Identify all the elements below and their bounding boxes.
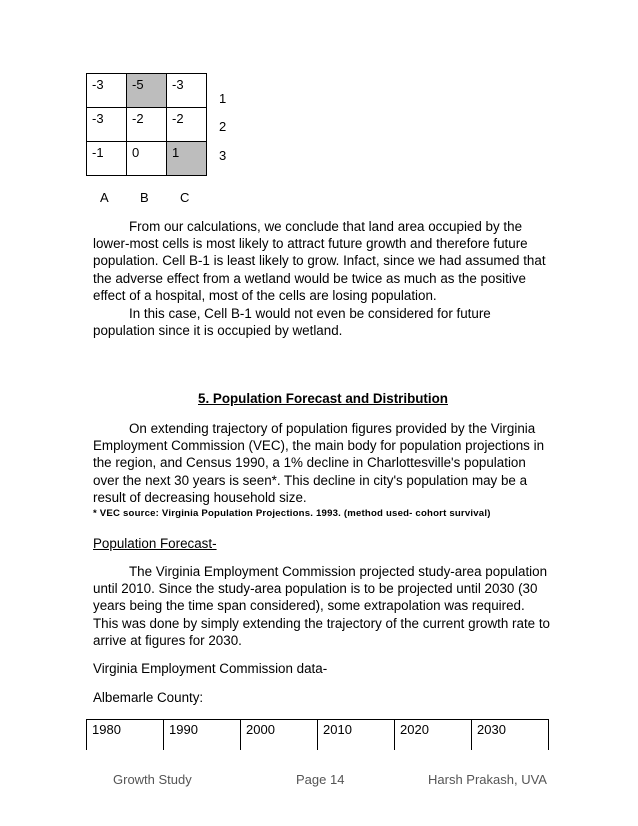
grid-cell-b2: -2	[127, 108, 167, 142]
grid-cell-a2: -3	[87, 108, 127, 142]
footer-author: Harsh Prakash, UVA	[428, 772, 547, 787]
year-cell: 1990	[164, 720, 241, 750]
paragraph-calculations: From our calculations, we conclude that land area occupied by the lower-most cells is most likely to attract future growth and therefore future population. Cell B-1 is least likely to grow. Infact, since we had assumed that the adverse effect from a wetland would be twice as much as the positive effect of a hospital, most of the cells are losing population.	[93, 219, 546, 303]
grid-cell-b3: 0	[127, 142, 167, 176]
grid-cell-c3: 1	[167, 142, 207, 176]
grid-cell-c2: -2	[167, 108, 207, 142]
year-cell: 2000	[241, 720, 318, 750]
years-table	[86, 719, 549, 750]
grid-col-label-c: C	[180, 190, 190, 205]
year-cell: 1980	[87, 720, 164, 750]
grid-row-1	[87, 74, 207, 108]
grid-row-2	[87, 108, 207, 142]
county-label: Albemarle County:	[93, 690, 204, 705]
grid-col-label-b: B	[140, 190, 149, 205]
section-heading: 5. Population Forecast and Distribution	[198, 391, 448, 406]
grid-row-label-2: 2	[219, 119, 227, 134]
cell-value-grid	[86, 73, 207, 176]
paragraph-forecast: The Virginia Employment Commission projected study-area population until 2010. Since the study-area population is to be projected until 2030 (30 years being the time span considered), some extrapolation was required. This was done by simply extending the trajectory of the current growth rate to arrive at figures for 2030.	[93, 564, 550, 648]
grid-cell-b1: -5	[127, 74, 167, 108]
footnote-vec-source: * VEC source: Virginia Population Projections. 1993. (method used- cohort survival)	[93, 508, 491, 519]
grid-cell-c1: -3	[167, 74, 207, 108]
grid-col-label-a: A	[100, 190, 109, 205]
grid-cell-a1: -3	[87, 74, 127, 108]
vec-data-label: Virginia Employment Commission data-	[93, 661, 328, 676]
grid-row-label-3: 3	[219, 148, 227, 163]
year-cell: 2010	[318, 720, 395, 750]
grid-row-3	[87, 142, 207, 176]
grid-row-label-1: 1	[219, 91, 227, 106]
years-header-row	[87, 720, 549, 750]
year-cell: 2020	[395, 720, 472, 750]
footer-left: Growth Study	[113, 772, 192, 787]
population-forecast-heading: Population Forecast-	[93, 536, 217, 551]
paragraph-cell-b1: In this case, Cell B-1 would not even be considered for future population since it is occupied by wetland.	[93, 306, 491, 339]
footer-page-number: Page 14	[296, 772, 345, 787]
paragraph-vec-trajectory: On extending trajectory of population figures provided by the Virginia Employment Commission (VEC), the main body for population projections in the region, and Census 1990, a 1% decline in Charlottesville's population over the next 30 years is seen*. This decline in city's population may be a result of decreasing household size.	[93, 421, 545, 505]
grid-cell-a3: -1	[87, 142, 127, 176]
year-cell: 2030	[472, 720, 549, 750]
